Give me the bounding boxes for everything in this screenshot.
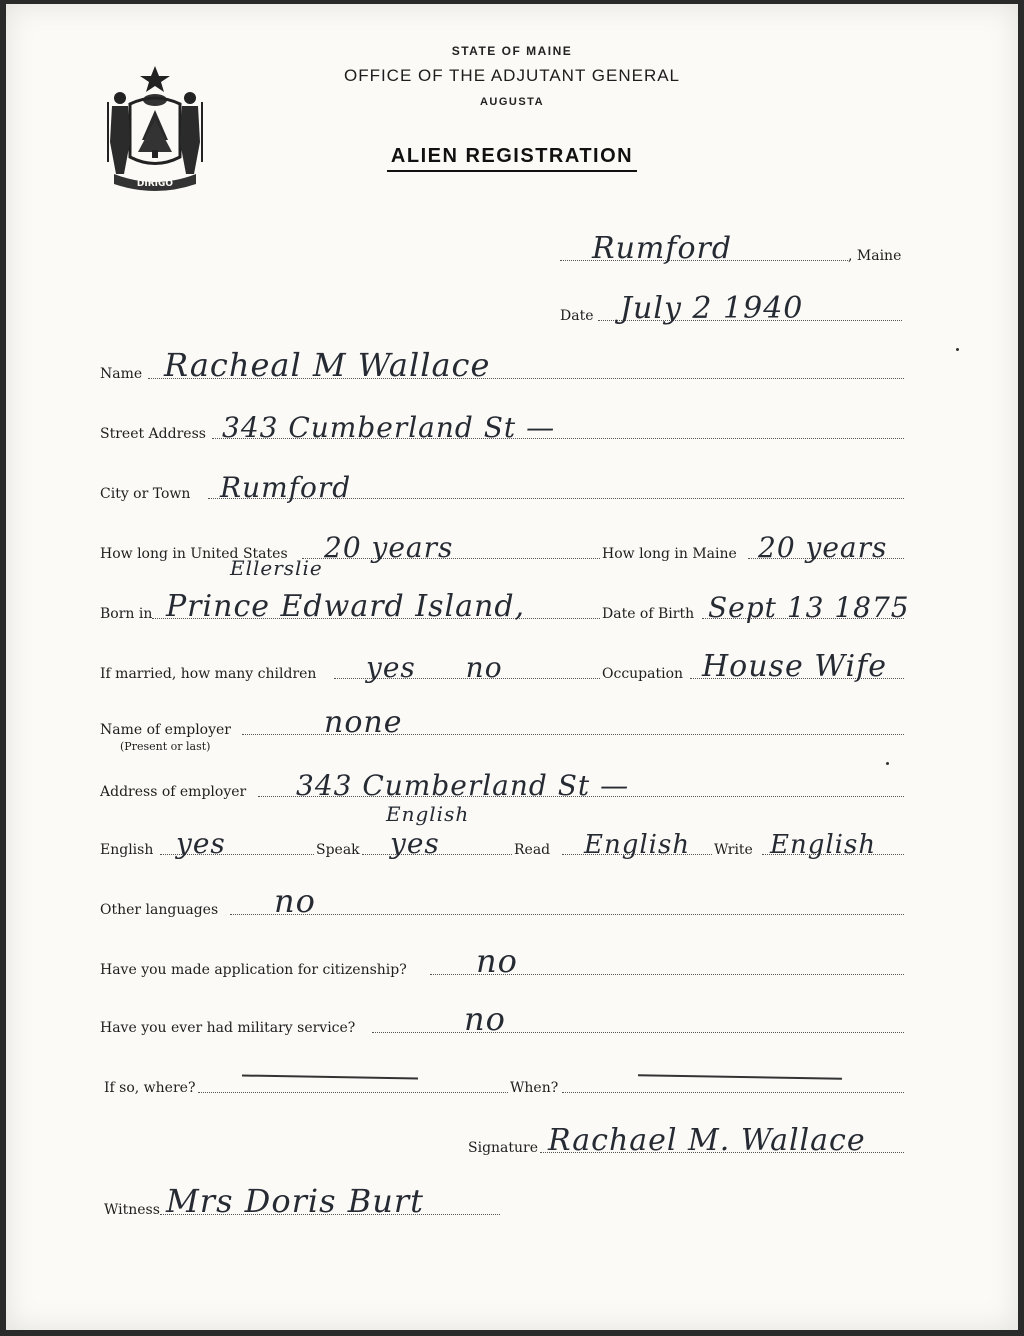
english-value[interactable]: yes — [176, 827, 226, 860]
occupation-value[interactable]: House Wife — [702, 649, 887, 684]
born-note[interactable]: Ellerslie — [230, 556, 323, 580]
witness-value[interactable]: Mrs Doris Burt — [166, 1182, 424, 1220]
children-value[interactable]: yes no — [366, 651, 503, 684]
signature-value[interactable]: Rachael M. Wallace — [548, 1123, 866, 1158]
us-years-label: How long in United States — [100, 546, 288, 562]
maine-years-value[interactable]: 20 years — [758, 531, 888, 564]
city-heading: AUGUSTA — [479, 96, 545, 108]
children-row — [6, 644, 1018, 684]
write-value[interactable]: English — [770, 830, 877, 860]
us-years-value[interactable]: 20 years — [324, 531, 454, 564]
svg-text:DIRIGO: DIRIGO — [136, 179, 174, 189]
citizenship-label: Have you made application for citizenship? — [100, 962, 407, 978]
employer-value[interactable]: none — [324, 705, 403, 740]
employer-address-label: Address of employer — [100, 784, 247, 800]
other-languages-row — [6, 880, 1018, 920]
place-value[interactable]: Rumford — [592, 231, 733, 266]
employer-address-row — [6, 762, 1018, 802]
born-value[interactable]: Prince Edward Island, — [166, 589, 526, 624]
date-row — [6, 286, 1018, 326]
form-title: ALIEN REGISTRATION — [6, 145, 1018, 168]
maine-years-label: How long in Maine — [602, 546, 737, 562]
city-town-value[interactable]: Rumford — [220, 471, 352, 504]
employer-row — [6, 700, 1018, 740]
where-when-row — [6, 1058, 1018, 1098]
citizenship-value[interactable]: no — [476, 942, 518, 980]
born-row — [6, 584, 1018, 624]
when-label: When? — [510, 1080, 559, 1096]
state-heading: STATE OF MAINE — [451, 44, 573, 58]
employer-label: Name of employer — [100, 722, 231, 738]
language-row — [6, 820, 1018, 860]
name-label: Name — [100, 366, 143, 382]
military-row — [6, 998, 1018, 1038]
date-value[interactable]: July 2 1940 — [620, 291, 804, 326]
residence-row — [6, 524, 1018, 564]
other-languages-label: Other languages — [100, 902, 219, 918]
read-value[interactable]: English — [584, 830, 691, 860]
where-label: If so, where? — [104, 1080, 196, 1096]
employer-sublabel: (Present or last) — [120, 740, 211, 753]
name-row — [6, 344, 1018, 384]
write-label: Write — [714, 842, 753, 858]
city-town-label: City or Town — [100, 486, 191, 502]
military-label: Have you ever had military service? — [100, 1020, 356, 1036]
city-town-row — [6, 464, 1018, 504]
witness-label: Witness — [104, 1202, 160, 1218]
document-page — [6, 4, 1018, 1330]
read-label: Read — [514, 842, 551, 858]
signature-label: Signature — [468, 1140, 539, 1156]
citizenship-row — [6, 940, 1018, 980]
office-heading: OFFICE OF THE ADJUTANT GENERAL — [343, 66, 681, 85]
employer-address-value[interactable]: 343 Cumberland St — — [296, 769, 630, 802]
speak-note[interactable]: English — [386, 802, 470, 826]
place-row — [6, 226, 1018, 266]
street-row — [6, 404, 1018, 444]
speak-value[interactable]: yes — [390, 827, 440, 860]
street-label: Street Address — [100, 426, 206, 442]
occupation-label: Occupation — [602, 666, 684, 682]
english-label: English — [100, 842, 154, 858]
place-suffix: , Maine — [848, 248, 902, 264]
born-label: Born in — [100, 606, 153, 622]
name-value[interactable]: Racheal M Wallace — [164, 346, 491, 384]
other-languages-value[interactable]: no — [274, 882, 316, 920]
date-label: Date — [560, 308, 594, 324]
children-label: If married, how many children — [100, 666, 317, 682]
signature-row — [6, 1118, 1018, 1158]
dob-value[interactable]: Sept 13 1875 — [708, 591, 910, 624]
witness-row — [6, 1180, 1018, 1220]
street-value[interactable]: 343 Cumberland St — — [222, 411, 556, 444]
military-value[interactable]: no — [464, 1000, 506, 1038]
speak-label: Speak — [316, 842, 360, 858]
dob-label: Date of Birth — [602, 606, 695, 622]
